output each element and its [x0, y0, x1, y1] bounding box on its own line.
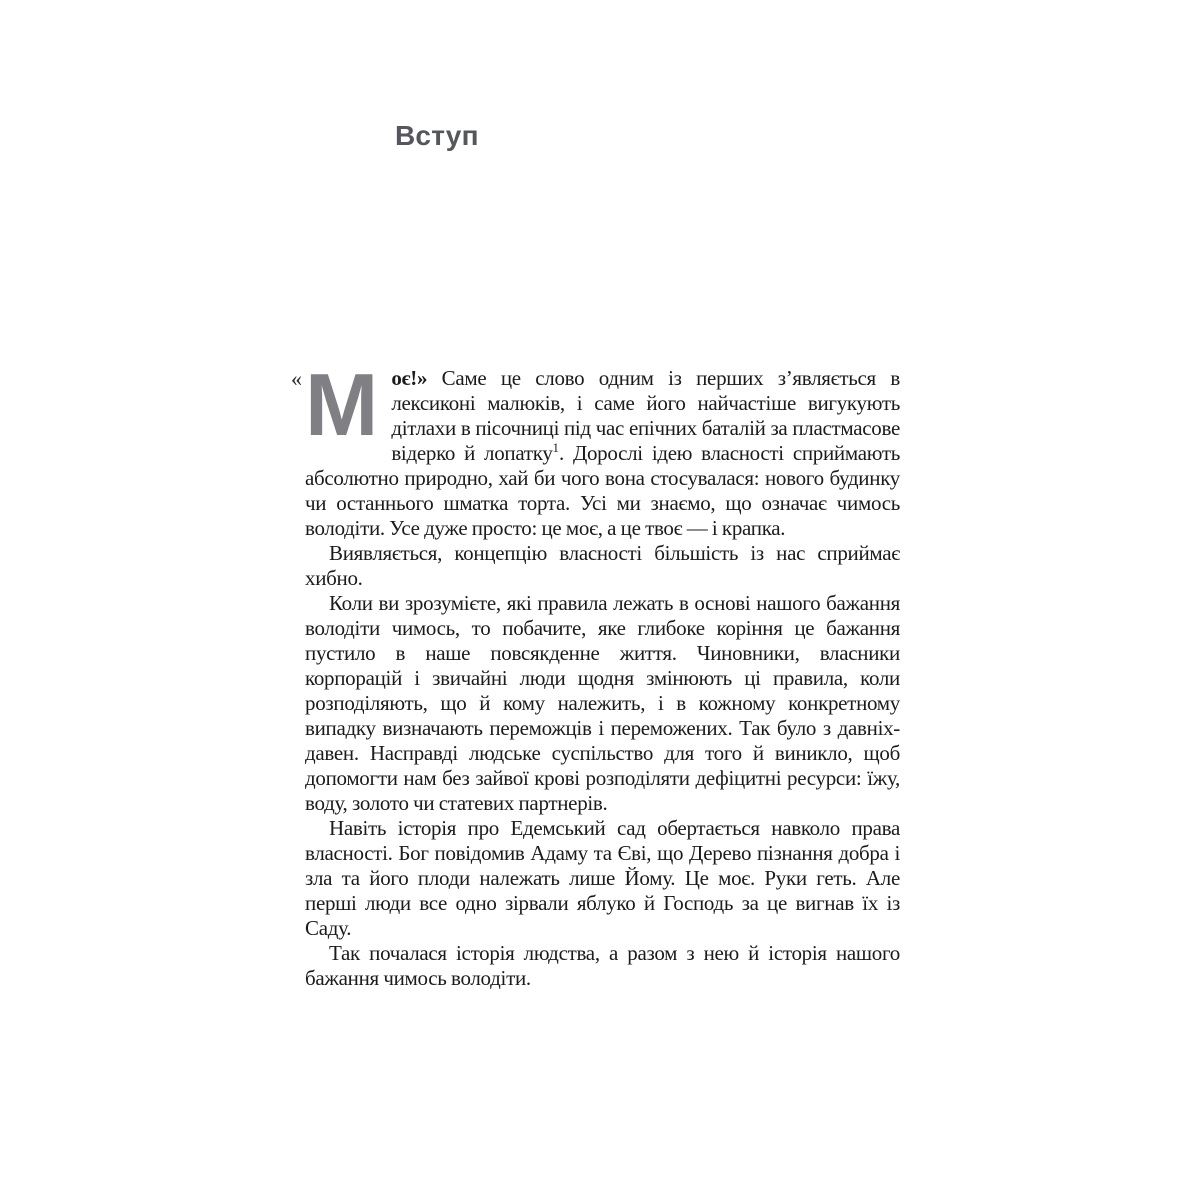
bold-lead-text: оє!» — [391, 366, 428, 390]
intro-paragraph — [291, 355, 900, 541]
drop-cap-letter: М — [305, 355, 379, 454]
chapter-title: Вступ — [395, 120, 479, 151]
intro-text-after-footnote: . Дорослі ідею власності сприймають абсолютно природно, хай би чого вона стосувалася: нового будинку чи останнього шматка торта. Усі ми знаємо, що означає чимось володіти. Усе дуже просто: це моє, а це твоє — і крапка. — [305, 441, 900, 540]
paragraph: Так почалася історія людства, а разом з нею й історія нашого бажання чимось володіти. — [305, 941, 900, 990]
footnote-marker: 1 — [552, 440, 560, 455]
drop-cap — [291, 355, 379, 454]
paragraph: Виявляється, концепцію власності більшість із нас сприймає хибно. — [305, 541, 900, 590]
body-text-column — [291, 355, 900, 991]
paragraph: Навіть історія про Едемський сад обертається навколо права власності. Бог повідомив Адаму та Єві, що Дерево пізнання добра і зла та його плоди належать лише Йому. Це моє. Руки геть. Але перші люди все одно зірвали яблуко й Господь за це вигнав їх із Саду. — [305, 816, 900, 940]
opening-quote-mark: « — [291, 366, 302, 391]
paragraph: Коли ви зрозумієте, які правила лежать в основі нашого бажання володіти чимось, то побачите, яке глибоке коріння це бажання пустило в наше повсякденне життя. Чиновники, власники корпорацій і звичайні люди щодня змінюють ці правила, коли розподіляють, що й кому належить, і в кожному конкретному випадку визначають переможців і переможених. Так було з давніх-давен. Насправді людське суспільство для того й виникло, щоб допомогти нам без зайвої крові розподіляти дефіцитні ресурси: їжу, воду, золото чи статевих партнерів. — [305, 591, 900, 815]
intro-text-before-footnote: Саме це слово одним із перших з’являється в лексиконі малюків, і саме його найчастіше вигукують дітлахи в пісочниці під час епічних баталій за пластмасове відерко й лопатку — [391, 366, 900, 465]
